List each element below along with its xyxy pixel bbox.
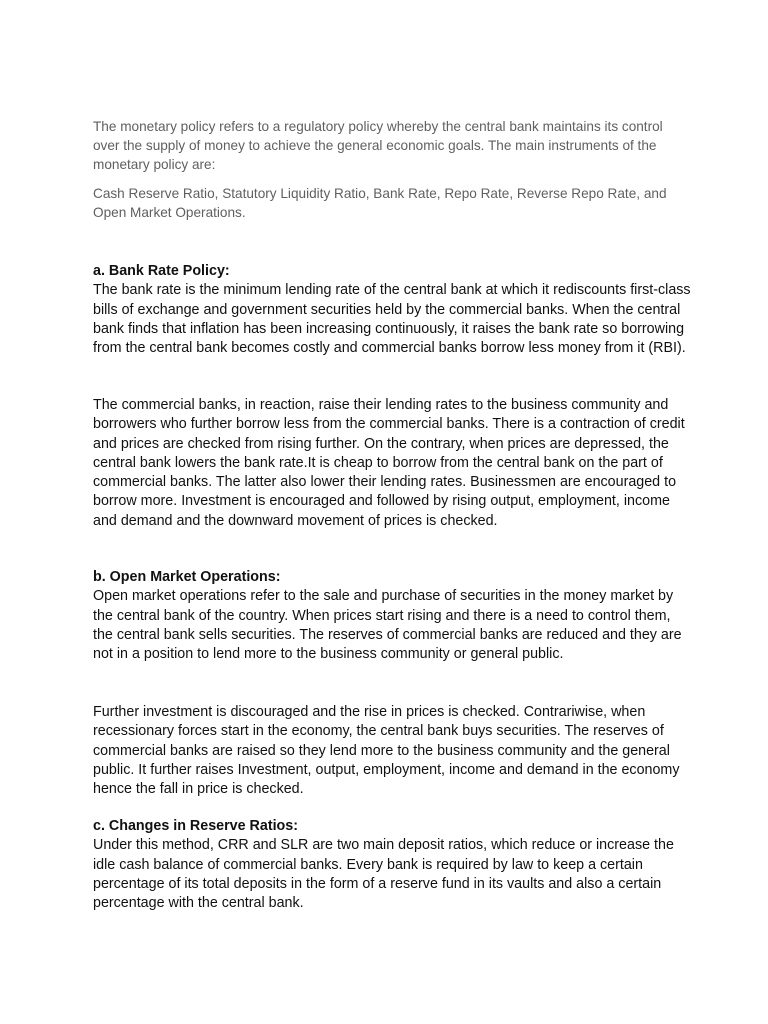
bank-rate-paragraph-1: The bank rate is the minimum lending rate of the central bank at which it rediscounts first-class bills of exchange and government securities held by the commercial banks. When the central bank finds that inflation has been increasing continuously, it raises the bank rate so borrowing from the central bank becomes costly and commercial banks borrow less money from it (RBI).	[93, 282, 691, 357]
intro-paragraph: The monetary policy refers to a regulatory policy whereby the central bank maintains its control over the supply of money to achieve the general economic goals. The main instruments of the monetary policy are:	[93, 119, 663, 172]
bank-rate-heading: a. Bank Rate Policy:	[93, 263, 230, 279]
reserve-ratios-heading: c. Changes in Reserve Ratios:	[93, 818, 298, 834]
bank-rate-paragraph-2: The commercial banks, in reaction, raise their lending rates to the business community and borrowers who further borrow less from the commercial banks. There is a contraction of credit and prices are checked from rising further. On the contrary, when prices are depressed, the central bank lowers the bank rate.It is cheap to borrow from the central bank on the part of commercial banks. The latter also lower their lending rates. Businessmen are encouraged to borrow more. Investment is encouraged and followed by rising output, employment, income and demand and the downward movement of prices is checked.	[93, 397, 685, 529]
reserve-ratios-paragraph-1: Under this method, CRR and SLR are two main deposit ratios, which reduce or increase the idle cash balance of commercial banks. Every bank is required by law to keep a certain percentage of its total deposits in the form of a reserve fund in its vaults and also a certain percentage with the central bank.	[93, 837, 674, 912]
open-market-paragraph-1: Open market operations refer to the sale and purchase of securities in the money market by the central bank of the country. When prices start rising and there is a need to control them, the central bank sells securities. The reserves of commercial banks are reduced and they are not in a position to lend more to the business community or general public.	[93, 588, 682, 663]
instruments-list-paragraph: Cash Reserve Ratio, Statutory Liquidity Ratio, Bank Rate, Repo Rate, Reverse Repo Rate, and Open Market Operations.	[93, 186, 667, 220]
bank-rate-section	[93, 262, 693, 358]
open-market-paragraph-2: Further investment is discouraged and the rise in prices is checked. Contrariwise, when recessionary forces start in the economy, the central bank buys securities. The reserves of commercial banks are raised so they lend more to the business community and the general public. It further raises Investment, output, employment, income and demand in the economy hence the fall in price is checked.	[93, 704, 680, 798]
open-market-heading: b. Open Market Operations:	[93, 569, 281, 585]
open-market-section	[93, 568, 693, 664]
reserve-ratios-section	[93, 817, 693, 913]
